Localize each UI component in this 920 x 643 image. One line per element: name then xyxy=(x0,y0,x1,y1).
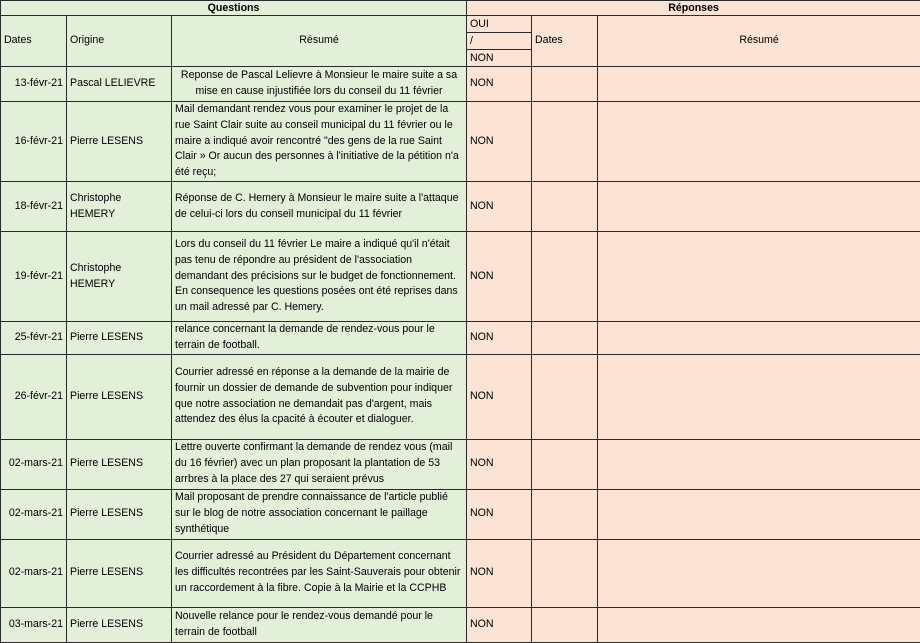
reponse-resume-cell xyxy=(598,322,920,355)
origine-cell: Pierre LESENS xyxy=(67,322,172,355)
reponse-resume-column-header: Résumé xyxy=(598,16,920,67)
date-cell: 13-févr-21 xyxy=(1,67,67,102)
origine-cell: Pierre LESENS xyxy=(67,539,172,607)
reponse-date-cell xyxy=(532,102,598,182)
oui-non-cell: NON xyxy=(467,102,532,182)
resume-cell: Mail proposant de prendre connaissance de l'article publié sur le blog de notre association concernant le paillage synthétique xyxy=(172,489,467,539)
oui-non-cell: NON xyxy=(467,489,532,539)
reponse-resume-cell xyxy=(598,489,920,539)
slash-header: / xyxy=(467,33,532,50)
reponse-resume-cell xyxy=(598,354,920,439)
resume-cell: Nouvelle relance pour le rendez-vous demandé pour le terrain de football xyxy=(172,607,467,642)
oui-non-cell: NON xyxy=(467,67,532,102)
resume-cell: Courrier adressé en réponse a la demande de la mairie de fournir un dossier de demande de subvention pour indiquer que notre association ne demandait pas d'argent, mais attendez des élus la cpacité à écouter et dialoguer. xyxy=(172,354,467,439)
resume-cell: Reponse de Pascal Lelievre à Monsieur le maire suite a sa mise en cause injustifiée lors du conseil du 11 février xyxy=(172,67,467,102)
resume-cell: relance concernant la demande de rendez-vous pour le terrain de football. xyxy=(172,322,467,355)
origine-cell: Pascal LELIEVRE xyxy=(67,67,172,102)
resume-cell: Lettre ouverte confirmant la demande de rendez vous (mail du 16 février) avec un plan proposant la plantation de 53 arrbres à la place des 27 qui seraient prévus xyxy=(172,439,467,489)
date-cell: 02-mars-21 xyxy=(1,439,67,489)
reponse-date-cell xyxy=(532,607,598,642)
oui-non-cell: NON xyxy=(467,354,532,439)
origine-cell: Pierre LESENS xyxy=(67,439,172,489)
oui-non-cell: NON xyxy=(467,322,532,355)
reponse-date-cell xyxy=(532,439,598,489)
oui-non-cell: NON xyxy=(467,607,532,642)
reponse-resume-cell xyxy=(598,539,920,607)
origine-column-header: Origine xyxy=(67,16,172,67)
table-body xyxy=(1,67,920,643)
table-row xyxy=(1,439,920,489)
table-row xyxy=(1,539,920,607)
origine-cell: Christophe HEMERY xyxy=(67,232,172,322)
reponse-date-cell xyxy=(532,322,598,355)
date-cell: 26-févr-21 xyxy=(1,354,67,439)
origine-cell: Pierre LESENS xyxy=(67,102,172,182)
date-cell: 19-févr-21 xyxy=(1,232,67,322)
resume-cell: Lors du conseil du 11 février Le maire a indiqué qu'il n'était pas tenu de répondre au président de l'association demandant des précisions sur le budget de fonctionnement. En consequence les questions posées ont été reprises dans un mail adressé par C. Hemery. xyxy=(172,232,467,322)
oui-non-cell: NON xyxy=(467,439,532,489)
table-row xyxy=(1,354,920,439)
resume-column-header: Résumé xyxy=(172,16,467,67)
reponse-date-cell xyxy=(532,489,598,539)
reponse-date-cell xyxy=(532,354,598,439)
reponse-resume-cell xyxy=(598,102,920,182)
oui-header: OUI xyxy=(467,16,532,33)
reponse-resume-cell xyxy=(598,439,920,489)
reponse-date-cell xyxy=(532,539,598,607)
table-row xyxy=(1,322,920,355)
table-row xyxy=(1,182,920,232)
origine-cell: Christophe HEMERY xyxy=(67,182,172,232)
date-cell: 18-févr-21 xyxy=(1,182,67,232)
reponse-resume-cell xyxy=(598,232,920,322)
date-cell: 25-févr-21 xyxy=(1,322,67,355)
table-row xyxy=(1,102,920,182)
table-row xyxy=(1,489,920,539)
origine-cell: Pierre LESENS xyxy=(67,607,172,642)
reponse-resume-cell xyxy=(598,67,920,102)
questions-group-header: Questions xyxy=(1,1,467,16)
dates-column-header: Dates xyxy=(1,16,67,67)
table-row xyxy=(1,607,920,642)
reponse-resume-cell xyxy=(598,182,920,232)
oui-non-cell: NON xyxy=(467,232,532,322)
reponse-date-cell xyxy=(532,67,598,102)
reponse-date-cell xyxy=(532,182,598,232)
reponse-date-cell xyxy=(532,232,598,322)
date-cell: 02-mars-21 xyxy=(1,489,67,539)
table-row xyxy=(1,232,920,322)
reponse-dates-column-header: Dates xyxy=(532,16,598,67)
reponses-group-header: Réponses xyxy=(467,1,920,16)
non-header: NON xyxy=(467,50,532,67)
reponse-resume-cell xyxy=(598,607,920,642)
oui-non-cell: NON xyxy=(467,539,532,607)
date-cell: 03-mars-21 xyxy=(1,607,67,642)
date-cell: 02-mars-21 xyxy=(1,539,67,607)
origine-cell: Pierre LESENS xyxy=(67,489,172,539)
resume-cell: Réponse de C. Hemery à Monsieur le maire suite a l'attaque de celui-ci lors du conseil municipal du 11 février xyxy=(172,182,467,232)
table-row xyxy=(1,67,920,102)
oui-non-cell: NON xyxy=(467,182,532,232)
date-cell: 16-févr-21 xyxy=(1,102,67,182)
resume-cell: Courrier adressé au Président du Département concernant les difficultés recontrées par les Saint-Sauverais pour obtenir un raccordement à la fibre. Copie à la Mairie et la CCPHB xyxy=(172,539,467,607)
origine-cell: Pierre LESENS xyxy=(67,354,172,439)
resume-cell: Mail demandant rendez vous pour examiner le projet de la rue Saint Clair suite au conseil municipal du 11 février ou le maire a indiqué avoir rencontré "des gens de la rue Saint Clair » Or aucun des personnes à l'initiative de la pétition n'a été reçu; xyxy=(172,102,467,182)
